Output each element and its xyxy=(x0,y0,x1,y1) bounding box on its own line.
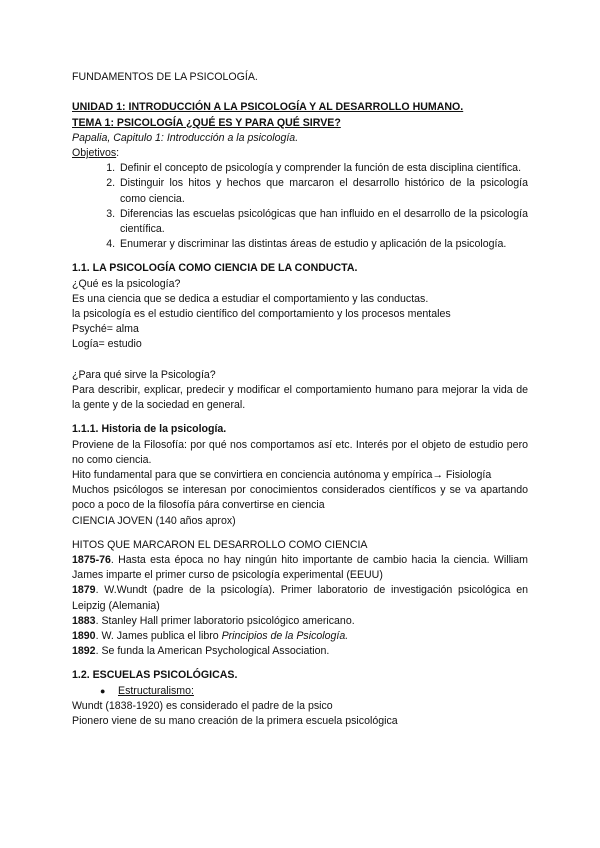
milestone-text: . W.Wundt (padre de la psicología). Primer laboratorio de investigación psicológica en Leipzig (Alemania) xyxy=(72,584,528,612)
etymology-line: Psyché= alma xyxy=(72,323,139,336)
section-1-2-heading: 1.2. ESCUELAS PSICOLÓGICAS. xyxy=(72,669,238,682)
objectives-list xyxy=(72,161,528,252)
objectives-heading xyxy=(72,146,528,161)
etymology-line: Logía= estudio xyxy=(72,338,142,351)
milestones-heading: HITOS QUE MARCARON EL DESARROLLO COMO CIENCIA xyxy=(72,538,368,551)
objective-item: 4. Enumerar y discriminar las distintas áreas de estudio y aplicación de la psicología. xyxy=(118,237,528,252)
section-1-1-1-heading: 1.1.1. Historia de la psicología. xyxy=(72,423,227,436)
document-page xyxy=(72,70,528,729)
schools-list xyxy=(72,684,528,699)
history-paragraph: Muchos psicólogos se interesan por conocimientos considerados científicos y se va apartando poco a poco de la filosofía pára convertirse en ciencia xyxy=(72,484,528,512)
definition-line: Es una ciencia que se dedica a estudiar el comportamiento y las conductas. xyxy=(72,292,429,305)
definition-line: la psicología es el estudio científico del comportamiento y los procesos mentales xyxy=(72,308,451,321)
objective-item: 2. Distinguir los hitos y hechos que marcaron el desarrollo histórico de la psicología como ciencia. xyxy=(118,176,528,206)
school-name: Estructuralismo: xyxy=(118,684,194,697)
history-paragraph: Proviene de la Filosofía: por qué nos comportamos así etc. Interés por el objeto de estudio pero no como ciencia. xyxy=(72,438,528,466)
school-description: Pionero viene de su mano creación de la primera escuela psicológica xyxy=(72,715,398,728)
unit-heading: UNIDAD 1: INTRODUCCIÓN A LA PSICOLOGÍA Y AL DESARROLLO HUMANO. xyxy=(72,101,464,114)
milestone-year: 1883 xyxy=(72,614,96,627)
objective-item: 3. Diferencias las escuelas psicológicas que han influido en el desarrollo de la psicología científica. xyxy=(118,207,528,237)
topic-heading: TEMA 1: PSICOLOGÍA ¿QUÉ ES Y PARA QUÉ SIRVE? xyxy=(72,116,341,129)
purpose-paragraph: Para describir, explicar, predecir y modificar el comportamiento humano para mejorar la vida de la gente y de la sociedad en general. xyxy=(72,384,528,412)
milestone-item xyxy=(72,614,528,629)
school-item xyxy=(100,684,528,699)
milestone-item xyxy=(72,629,528,644)
milestone-year: 1875-76 xyxy=(72,554,111,567)
milestone-text: . Hasta esta época no hay ningún hito importante de cambio hacia la ciencia. William James imparte el primer curso de psicología experimental (EEUU) xyxy=(72,554,528,582)
question-what: ¿Qué es la psicología? xyxy=(72,277,181,290)
objective-item: 1. Definir el concepto de psicología y comprender la función de esta disciplina científica. xyxy=(118,161,528,176)
milestone-item xyxy=(72,644,528,659)
reference-line: Papalia, Capitulo 1: Introducción a la psicología. xyxy=(72,131,299,144)
milestone-text: . W. James publica el libro xyxy=(95,630,222,643)
bullet-icon: ● xyxy=(100,685,106,696)
milestone-year: 1879 xyxy=(72,584,96,597)
objectives-colon: : xyxy=(116,147,120,159)
history-paragraph: CIENCIA JOVEN (140 años aprox) xyxy=(72,514,236,527)
milestone-text: . Stanley Hall primer laboratorio psicológico americano. xyxy=(95,614,355,627)
milestone-year: 1890 xyxy=(72,630,96,643)
section-1-1-heading: 1.1. LA PSICOLOGÍA COMO CIENCIA DE LA CONDUCTA. xyxy=(72,262,358,275)
milestone-text: . Se funda la American Psychological Association. xyxy=(95,645,330,658)
document-title: FUNDAMENTOS DE LA PSICOLOGÍA. xyxy=(72,71,258,83)
milestone-item xyxy=(72,583,528,613)
history-paragraph: Hito fundamental para que se convirtiera en conciencia autónoma y empírica→ Fisiología xyxy=(72,469,492,482)
milestone-item xyxy=(72,553,528,583)
objectives-label: Objetivos xyxy=(72,147,117,159)
school-description: Wundt (1838-1920) es considerado el padre de la psico xyxy=(72,699,333,712)
milestone-year: 1892 xyxy=(72,645,96,658)
question-purpose: ¿Para qué sirve la Psicología? xyxy=(72,368,216,381)
book-title: Principios de la Psicología. xyxy=(221,630,349,643)
